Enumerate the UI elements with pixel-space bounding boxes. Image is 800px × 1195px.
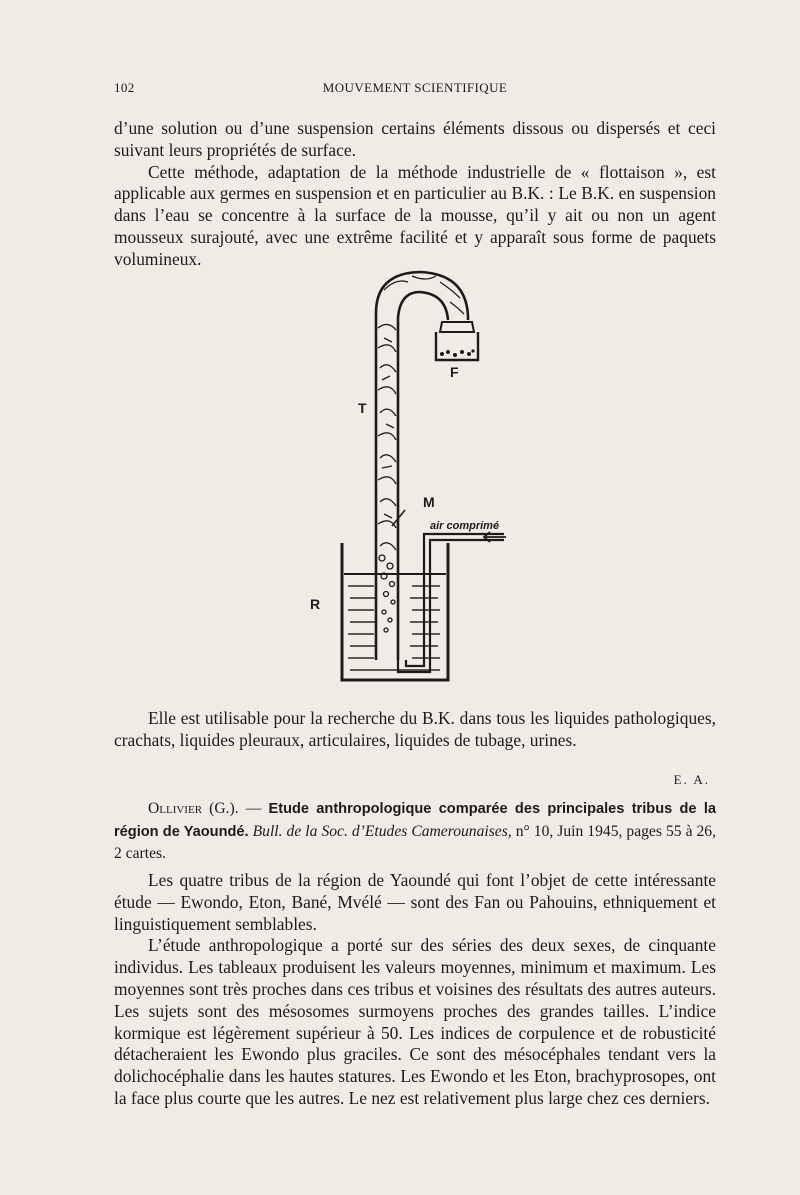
air-tube-outer [398,540,504,672]
label-r: R [310,596,321,612]
reference-dash: — [238,800,269,817]
reference-journal: Bull. de la Soc. d’Etudes Camerounaises, [252,822,512,840]
beaker-outline [342,543,448,680]
reference-title: Etude anthropologique comparée des principales tribus de la région de Yaoundé. [114,801,717,840]
liquid-hatching [348,586,440,670]
section-anthropology-text [114,870,716,1110]
reference-details: n° 10, Juin 1945, pages 55 à 26, 2 cartes. [114,822,717,862]
label-f: F [450,364,459,380]
label-t: T [358,400,367,416]
paragraph: Cette méthode, adaptation de la méthode industrielle de « flottaison », est applicable aux germes en suspension et en particulier au B.K. : Le B.K. en suspension dans l’eau se concentre à la surface de la mousse, qu’il y ait ou non un agent mousseux surajouté, avec une extrême facilité et y apparaît sous forme de paquets volumineux. [114,161,716,269]
apparatus-illustration [300,268,540,698]
label-m: M [423,494,435,510]
running-title: MOUVEMENT SCIENTIFIQUE [322,80,508,95]
foam-cells [378,276,464,632]
paragraph: Elle est utilisable pour la recherche du B.K. dans tous les liquides pathologiques, crachats, liquides pleuraux, articulaires, liquides de tubage, urines. [114,708,716,750]
flotation-apparatus-figure [300,268,540,698]
paragraph: d’une solution ou d’une suspension certains éléments dissous ou dispersés et ceci suivant leurs propriétés de surface. [114,118,716,160]
bibliographic-reference [114,798,716,865]
paragraph: L’étude anthropologique a porté sur des séries des deux sexes, de cinquante individus. Les tableaux produisent les valeurs moyennes, minimum et maximum. Les moyennes sont très proches dans ces tribus et voisines des résultats des autres auteurs. Les sujets sont des mésosomes surmoyens proches des grandes tailles. L’indice kormique est légèrement supérieur à 50. Les indices de corpulence et de robusticité détacheraient les Ewondo plus graciles. Ce sont des mésocéphales tendant vers la dolichocéphalie dans les hautes statures. Les Ewondo et les Eton, brachyprosopes, ont la face plus courte que les autres. Le nez est relativement plus large chez ces derniers. [114,935,716,1108]
label-air-comprime: air comprimé [430,520,500,532]
section-utilisation-text [114,708,716,752]
paragraph: Les quatre tribus de la région de Yaoundé qui font l’objet de cette intéressante étude — Ewondo, Eton, Bané, Mvélé — sont des Fan ou Pahouins, ethniquement et linguistiquement semblables. [114,870,716,934]
page-number: 102 [114,80,135,95]
author-initials: E. A. [673,772,710,787]
filter-sediment [440,349,475,357]
reference-entry [114,798,716,865]
reference-author: Ollivier (G.). [148,800,239,817]
funnel-top [440,322,474,332]
section-flotation-text [114,118,716,271]
running-head [114,80,716,100]
